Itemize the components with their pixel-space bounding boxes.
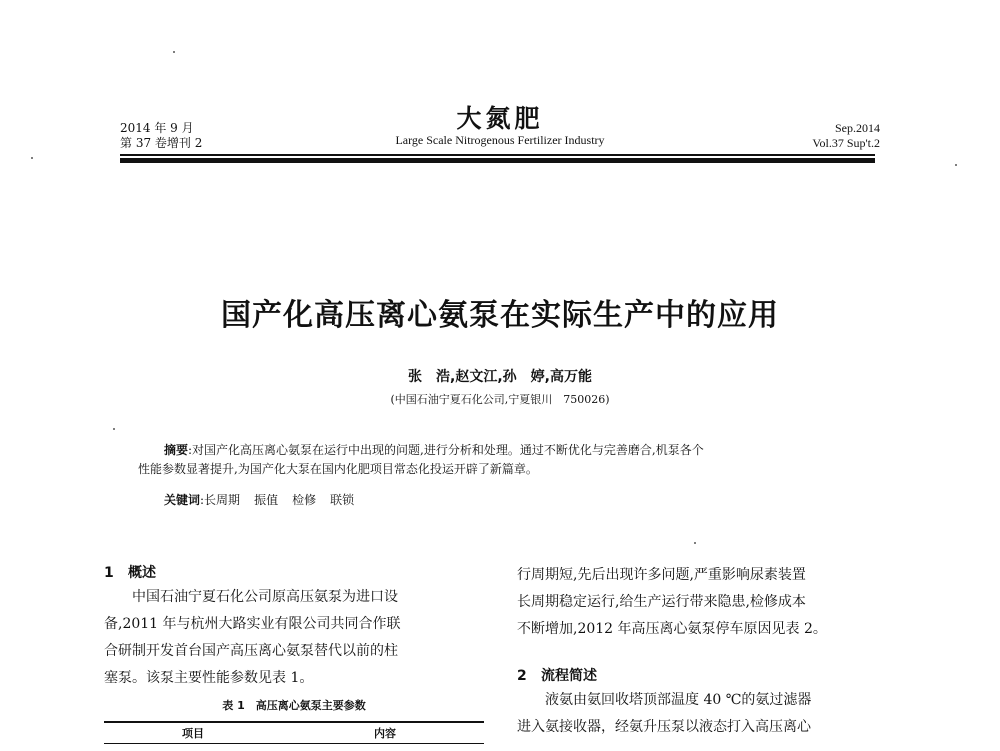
header-right bbox=[812, 121, 880, 151]
abstract-text-2: 性能参数显著提升,为国产化大泵在国内化肥项目常态化投运开辟了新篇章。 bbox=[138, 462, 538, 476]
journal-english-name: Large Scale Nitrogenous Fertilizer Industry bbox=[395, 133, 605, 147]
section-title: 概述 bbox=[128, 565, 156, 581]
section-heading bbox=[517, 665, 897, 687]
table-col-item: 项目 bbox=[182, 727, 204, 740]
paragraph-line: 塞泵。该泵主要性能参数见表 1。 bbox=[104, 670, 314, 686]
paragraph-line: 不断增加,2012 年高压离心氨泵停车原因见表 2。 bbox=[517, 621, 827, 637]
scan-speck bbox=[694, 542, 696, 544]
paragraph-line: 备,2011 年与杭州大路实业有限公司共同合作联 bbox=[104, 616, 401, 632]
header-rule-thin bbox=[120, 154, 875, 156]
journal-name: 大氮肥 bbox=[456, 104, 544, 133]
section-heading bbox=[104, 562, 484, 584]
right-column bbox=[517, 562, 897, 741]
article-authors: 张 浩,赵文江,孙 婷,高万能 bbox=[408, 369, 592, 385]
journal-masthead bbox=[360, 106, 640, 148]
keyword: 联锁 bbox=[330, 493, 355, 507]
paragraph-line: 中国石油宁夏石化公司原高压氨泵为进口设 bbox=[132, 589, 398, 605]
scan-speck bbox=[955, 164, 957, 166]
table-top-rule bbox=[104, 721, 484, 723]
section-number: 1 bbox=[104, 565, 114, 581]
section-number: 2 bbox=[517, 668, 527, 684]
header-date-en: Sep.2014 bbox=[835, 121, 880, 135]
paragraph-line: 合研制开发首台国产高压离心氨泵替代以前的柱 bbox=[104, 643, 398, 659]
keyword: 检修 bbox=[292, 493, 317, 507]
header-rule-thick bbox=[120, 158, 875, 163]
keyword: :长周期 bbox=[200, 493, 241, 507]
keywords bbox=[164, 491, 368, 508]
scan-speck bbox=[113, 428, 115, 430]
paragraph-line: 长周期稳定运行,给生产运行带来隐患,检修成本 bbox=[517, 594, 806, 610]
abstract-text-1: :对国产化高压离心氨泵在运行中出现的问题,进行分析和处理。通过不断优化与完善磨合,机泵各个 bbox=[188, 443, 704, 457]
keywords-label: 关键词 bbox=[164, 493, 201, 507]
paragraph-line: 行周期短,先后出现许多问题,严重影响尿素装置 bbox=[517, 567, 806, 583]
header-date: 2014 年 9 月 bbox=[120, 121, 194, 135]
abstract bbox=[138, 441, 878, 479]
header-volume-en: Vol.37 Sup't.2 bbox=[812, 136, 880, 150]
scan-speck bbox=[173, 51, 175, 53]
scan-speck bbox=[31, 157, 33, 159]
section-title: 流程简述 bbox=[541, 668, 597, 684]
table-caption: 表 1 高压离心氨泵主要参数 bbox=[222, 699, 366, 712]
author-affiliation: (中国石油宁夏石化公司,宁夏银川 750026) bbox=[390, 393, 610, 406]
table-col-content: 内容 bbox=[374, 727, 396, 740]
table-header-rule bbox=[104, 743, 484, 744]
header-volume: 第 37 卷增刊 2 bbox=[120, 136, 203, 150]
left-column bbox=[104, 562, 484, 692]
keyword: 振值 bbox=[254, 493, 279, 507]
abstract-label: 摘要 bbox=[164, 443, 189, 457]
header-left bbox=[120, 121, 202, 151]
paragraph-line: 进入氨接收器，经氨升压泵以液态打入高压离心 bbox=[517, 719, 811, 735]
paragraph-line: 液氨由氨回收塔顶部温度 40 ℃的氨过滤器 bbox=[545, 692, 812, 708]
article-title: 国产化高压离心氨泵在实际生产中的应用 bbox=[221, 298, 779, 333]
